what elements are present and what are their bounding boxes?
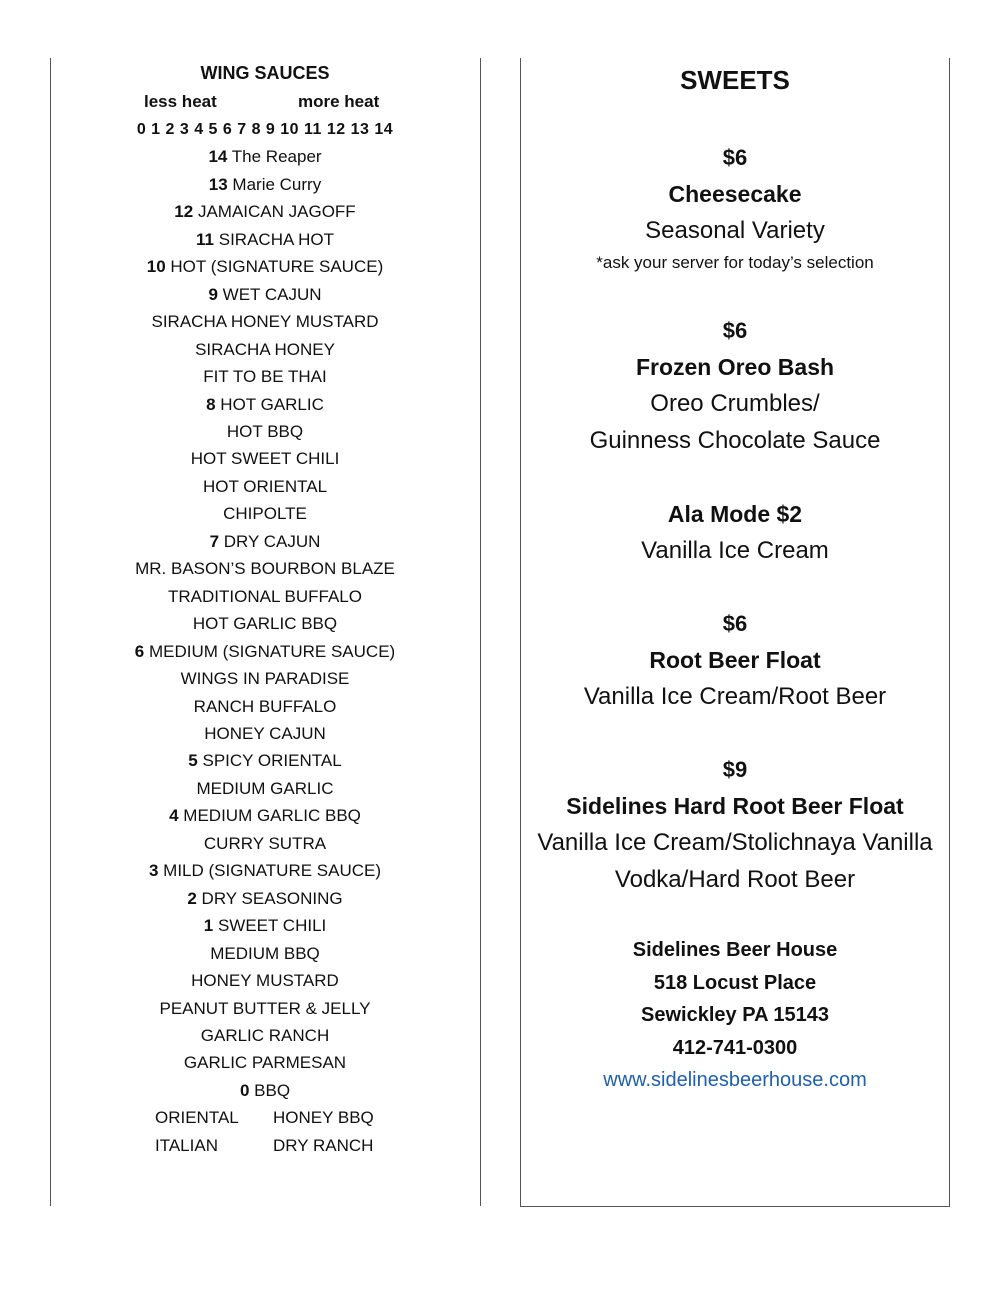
sauce-name: CURRY SUTRA — [203, 833, 327, 853]
sauce-item — [50, 693, 480, 720]
sauce-heat-number: 6 — [134, 641, 145, 661]
sauce-heat-number: 1 — [203, 916, 214, 936]
contact-name: Sidelines Beer House — [632, 939, 838, 961]
sauce-name: TRADITIONAL BUFFALO — [168, 586, 362, 606]
sauce-name: SIRACHA HOT — [218, 229, 334, 249]
heat-labels — [50, 88, 480, 116]
sauce-pair-right: DRY RANCH — [273, 1135, 374, 1155]
cheesecake-note: *ask your server for today’s selection — [596, 253, 874, 272]
sauce-heat-number: 3 — [148, 861, 159, 881]
sauce-pair-right: HONEY BBQ — [273, 1108, 374, 1128]
sauce-name: HOT SWEET CHILI — [190, 449, 340, 469]
sauce-name: HONEY CAJUN — [204, 723, 326, 743]
sauce-name: SWEET CHILI — [217, 916, 327, 936]
sauce-name: HOT GARLIC BBQ — [192, 614, 338, 634]
sauce-item — [50, 418, 480, 445]
hardrootbeer-desc-2: Vodka/Hard Root Beer — [614, 866, 856, 893]
sauce-item — [50, 802, 480, 829]
sauce-heat-number: 2 — [187, 888, 197, 908]
sauce-item — [50, 885, 480, 912]
cheesecake-name: Cheesecake — [668, 181, 802, 207]
sauce-name: HOT ORIENTAL — [202, 476, 328, 496]
sauce-name: SIRACHA HONEY MUSTARD — [151, 312, 379, 332]
wing-sauces-title: WING SAUCES — [200, 63, 330, 83]
sauce-name: MR. BASON’S BOURBON BLAZE — [135, 559, 395, 579]
sauce-item — [50, 830, 480, 857]
sauce-item — [50, 363, 480, 390]
sauce-pair-row — [50, 1132, 480, 1159]
sauce-name: FIT TO BE THAI — [203, 367, 327, 387]
sauce-name: JAMAICAN JAGOFF — [197, 202, 356, 222]
sauce-name: MEDIUM (SIGNATURE SAUCE) — [149, 641, 396, 661]
sauce-name: DRY CAJUN — [223, 531, 321, 551]
sauce-item — [50, 665, 480, 692]
oreo-price: $6 — [722, 318, 748, 343]
sauce-name: MEDIUM GARLIC BBQ — [183, 806, 361, 826]
sauce-name: RANCH BUFFALO — [193, 696, 337, 716]
less-heat-label: less heat — [144, 92, 217, 111]
rootbeer-desc: Vanilla Ice Cream/Root Beer — [583, 683, 887, 710]
sauce-item — [50, 1022, 480, 1049]
sauce-pair-left: ORIENTAL — [155, 1108, 239, 1128]
contact-address: 518 Locust Place — [653, 971, 817, 994]
cheesecake-desc: Seasonal Variety — [645, 217, 825, 244]
contact-city: Sewickley PA 15143 — [641, 1004, 829, 1026]
sauce-item — [50, 226, 480, 253]
sauce-item — [50, 143, 480, 170]
sauce-name: GARLIC PARMESAN — [183, 1053, 347, 1073]
sauce-item — [50, 391, 480, 418]
sauce-heat-number: 7 — [209, 531, 220, 551]
hardrootbeer-desc-1: Vanilla Ice Cream/Stolichnaya Vanilla — [537, 829, 933, 856]
sauce-item — [50, 583, 480, 610]
sauce-name: HOT GARLIC — [220, 394, 324, 414]
heat-scale: 0 1 2 3 4 5 6 7 8 9 10 11 12 13 14 — [136, 121, 394, 138]
sauce-item — [50, 281, 480, 308]
sauce-name: MILD (SIGNATURE SAUCE) — [163, 861, 382, 881]
sauce-name: PEANUT BUTTER & JELLY — [159, 998, 371, 1018]
sauce-item — [50, 940, 480, 967]
sauce-item — [50, 995, 480, 1022]
sauce-name: BBQ — [254, 1080, 291, 1100]
sauce-heat-number: 5 — [188, 751, 198, 771]
sauce-item — [50, 528, 480, 555]
rootbeer-price: $6 — [722, 611, 748, 636]
hardrootbeer-price: $9 — [722, 757, 748, 782]
sauce-item — [50, 171, 480, 198]
sauce-item — [50, 967, 480, 994]
sauce-item — [50, 308, 480, 335]
sauce-item — [50, 610, 480, 637]
sauce-item — [50, 555, 480, 582]
sauce-name: SIRACHA HONEY — [195, 339, 335, 359]
oreo-name: Frozen Oreo Bash — [635, 354, 835, 380]
sauce-heat-number: 4 — [169, 806, 179, 826]
sauce-heat-number: 9 — [208, 284, 218, 304]
sauce-heat-number: 10 — [146, 257, 166, 277]
sweets-section — [520, 58, 950, 1207]
more-heat-label: more heat — [298, 92, 380, 111]
sauce-item — [50, 720, 480, 747]
sauce-name: HOT BBQ — [226, 421, 304, 441]
sauce-item — [50, 1049, 480, 1076]
sauce-item — [50, 857, 480, 884]
sauce-name: WET CAJUN — [222, 284, 322, 304]
oreo-desc-1: Oreo Crumbles/ — [650, 390, 820, 417]
sauce-item — [50, 336, 480, 363]
sauce-name: GARLIC RANCH — [200, 1025, 330, 1045]
sauce-item — [50, 253, 480, 280]
sauce-name: The Reaper — [231, 147, 322, 167]
sauce-name: Marie Curry — [232, 174, 322, 194]
sauce-heat-number: 13 — [208, 174, 228, 194]
website-link[interactable]: www.sidelinesbeerhouse.com — [603, 1069, 867, 1091]
sauce-item — [50, 912, 480, 939]
cheesecake-price: $6 — [722, 145, 748, 170]
sauce-name: HOT (SIGNATURE SAUCE) — [170, 257, 384, 277]
sauce-item — [50, 638, 480, 665]
sauce-item — [50, 445, 480, 472]
hardrootbeer-name: Sidelines Hard Root Beer Float — [566, 793, 904, 819]
sauce-name: MEDIUM BBQ — [210, 943, 320, 963]
sauce-item — [50, 473, 480, 500]
sauce-pair-row — [50, 1104, 480, 1131]
sauce-item — [50, 775, 480, 802]
sauce-item — [50, 500, 480, 527]
sauce-heat-number: 12 — [174, 202, 194, 222]
wing-sauces-section — [50, 58, 480, 1159]
sauce-pair-left: ITALIAN — [155, 1135, 218, 1155]
sauce-item — [50, 1077, 480, 1104]
rootbeer-name: Root Beer Float — [649, 647, 821, 673]
alamode-name: Ala Mode $2 — [667, 501, 803, 527]
sauce-name: DRY SEASONING — [201, 888, 343, 908]
contact-phone: 412-741-0300 — [672, 1036, 798, 1059]
oreo-desc-2: Guinness Chocolate Sauce — [589, 427, 881, 454]
sauce-name: MEDIUM GARLIC — [196, 778, 334, 798]
sauce-item — [50, 198, 480, 225]
sauce-name: SPICY ORIENTAL — [202, 751, 342, 771]
sweets-title: SWEETS — [680, 65, 790, 95]
sauce-name: WINGS IN PARADISE — [180, 669, 350, 689]
left-column-right-rule — [480, 58, 481, 1206]
sauce-list — [50, 143, 480, 1104]
sauce-heat-number: 8 — [206, 394, 216, 414]
sauce-heat-number: 0 — [239, 1080, 250, 1100]
alamode-desc: Vanilla Ice Cream — [641, 537, 829, 564]
sauce-name: HONEY MUSTARD — [191, 971, 339, 991]
sauce-name: CHIPOLTE — [223, 504, 307, 524]
sauce-item — [50, 747, 480, 774]
sauce-heat-number: 14 — [208, 147, 228, 167]
sauce-heat-number: 11 — [196, 229, 214, 249]
